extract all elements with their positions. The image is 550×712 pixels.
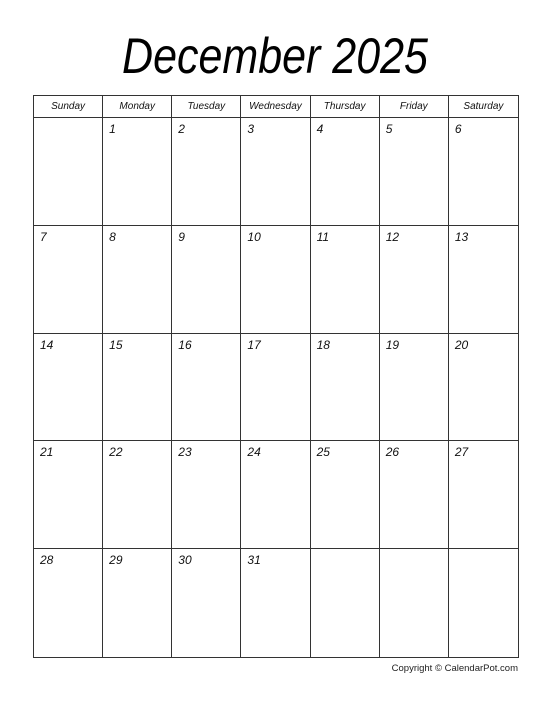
day-number: 12 (385, 229, 400, 244)
day-cell (241, 226, 310, 334)
day-cell (311, 334, 380, 442)
day-number: 10 (247, 229, 261, 244)
day-cell (34, 118, 103, 226)
day-number: 7 (40, 229, 47, 244)
day-number: 18 (316, 337, 330, 352)
day-number: 17 (247, 337, 261, 352)
day-number: 21 (40, 445, 54, 460)
day-number: 2 (178, 122, 185, 136)
day-cell (34, 334, 103, 442)
day-cell (241, 441, 310, 549)
day-number: 26 (385, 445, 400, 460)
day-cell (103, 549, 172, 657)
day-cell (380, 441, 449, 549)
calendar-title: December 2025 (122, 28, 428, 84)
day-number: 11 (316, 229, 330, 244)
day-cell (34, 549, 103, 657)
day-number: 9 (178, 229, 185, 244)
day-cell (172, 334, 241, 442)
day-cell (380, 549, 449, 657)
weekday-header-sunday: Sunday (34, 96, 103, 118)
day-cell (449, 118, 518, 226)
day-number: 5 (385, 122, 393, 136)
day-cell (172, 549, 241, 657)
day-cell (103, 334, 172, 442)
weekday-header-tuesday: Tuesday (172, 96, 241, 118)
day-cell (103, 118, 172, 226)
day-number: 23 (178, 445, 192, 460)
day-number: 19 (385, 337, 400, 352)
copyright-footer: Copyright © CalendarPot.com (391, 663, 518, 674)
weekday-header-friday: Friday (380, 96, 449, 118)
day-cell (311, 441, 380, 549)
day-cell (34, 226, 103, 334)
weekday-header-monday: Monday (103, 96, 172, 118)
weekday-header-wednesday: Wednesday (241, 96, 310, 118)
day-cell (380, 226, 449, 334)
day-cell (380, 334, 449, 442)
day-number: 22 (109, 445, 123, 460)
day-number: 3 (247, 122, 255, 136)
weekday-header-saturday: Saturday (449, 96, 518, 118)
day-cell (103, 441, 172, 549)
day-number: 29 (109, 553, 123, 568)
day-number: 28 (40, 553, 54, 568)
day-cell (380, 118, 449, 226)
day-cell (103, 226, 172, 334)
day-number: 1 (109, 122, 116, 136)
day-number: 27 (454, 445, 469, 460)
day-cell (34, 441, 103, 549)
day-cell (449, 226, 518, 334)
day-cell (311, 226, 380, 334)
day-number: 30 (178, 553, 192, 568)
day-number: 25 (316, 445, 330, 460)
day-number: 31 (247, 553, 261, 568)
day-cell (241, 334, 310, 442)
weekday-header-thursday: Thursday (311, 96, 380, 118)
day-cell (449, 441, 518, 549)
day-number: 16 (178, 337, 192, 352)
day-number: 20 (454, 337, 469, 352)
day-cell (311, 549, 380, 657)
day-cell (311, 118, 380, 226)
day-number: 4 (316, 122, 324, 136)
day-number: 13 (454, 229, 469, 244)
day-number: 24 (247, 445, 261, 460)
calendar-grid (33, 95, 519, 658)
day-cell (449, 334, 518, 442)
day-number: 8 (109, 229, 116, 244)
day-cell (172, 118, 241, 226)
day-number: 6 (454, 122, 462, 136)
day-cell (172, 441, 241, 549)
day-cell (241, 118, 310, 226)
day-number: 15 (109, 337, 123, 352)
day-cell (241, 549, 310, 657)
day-number: 14 (40, 337, 54, 352)
day-cell (172, 226, 241, 334)
day-cell (449, 549, 518, 657)
